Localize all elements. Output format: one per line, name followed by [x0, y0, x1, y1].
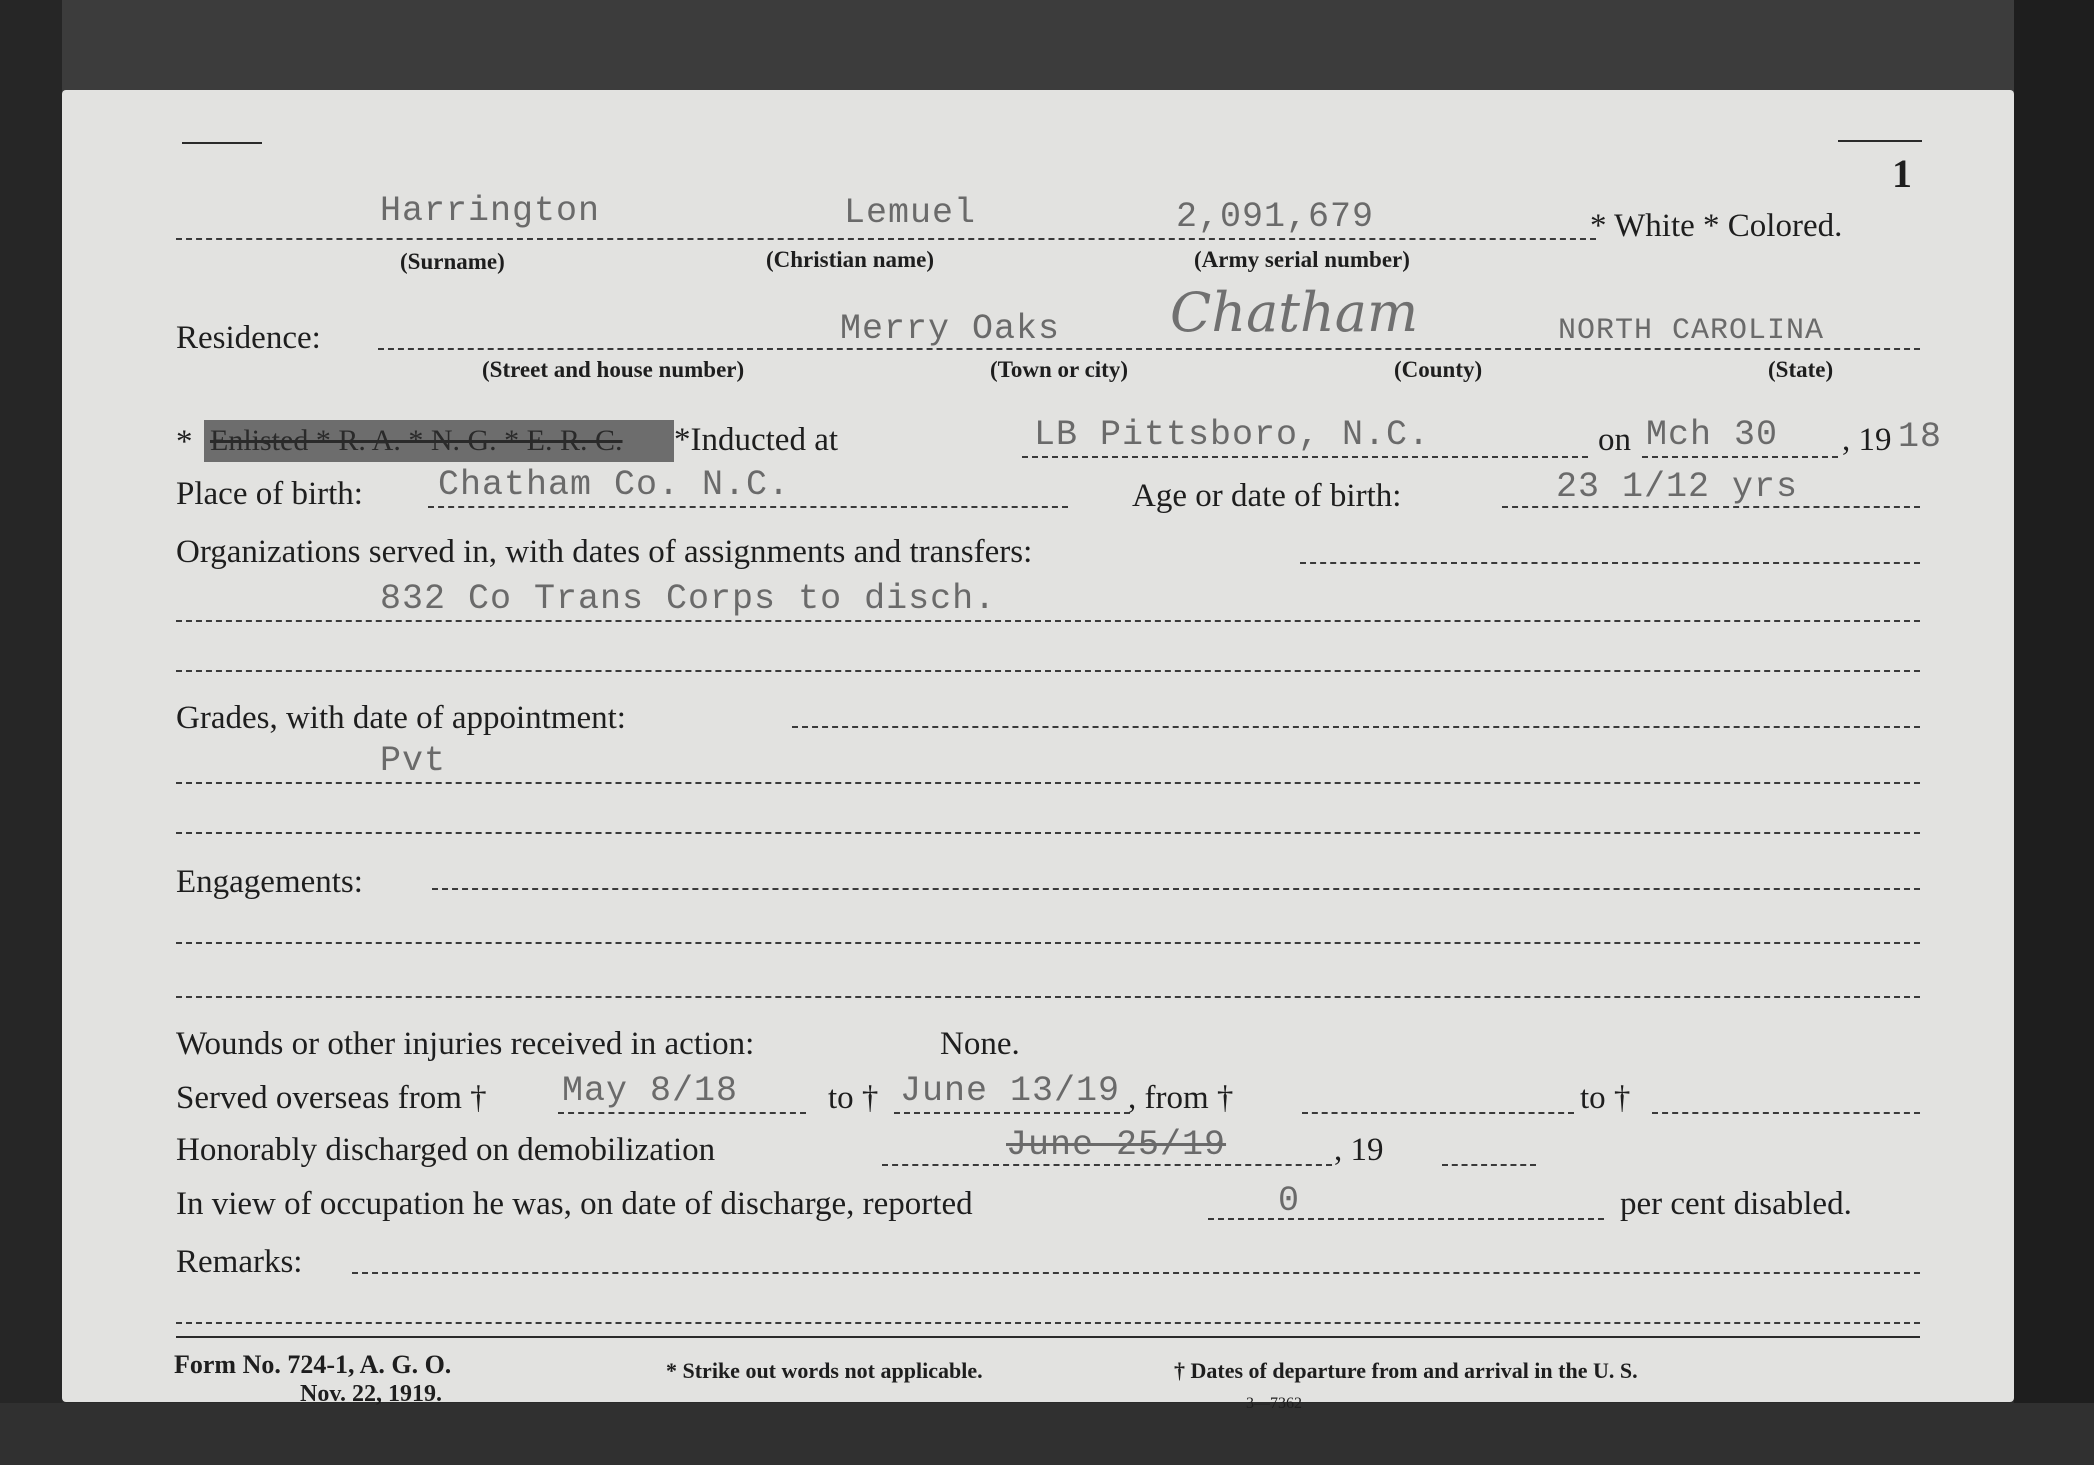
organizations-line-1	[1300, 562, 1920, 564]
overseas-from-value: May 8/18	[562, 1071, 739, 1111]
overseas-from2-line	[1302, 1112, 1574, 1114]
surname-value: Harrington	[380, 191, 601, 231]
occupation-label: In view of occupation he was, on date of discharge, reported	[176, 1186, 973, 1222]
card-number: 1	[1892, 151, 1912, 196]
remarks-line-2	[176, 1322, 1920, 1324]
county-label: (County)	[1394, 357, 1483, 382]
age-line	[1502, 506, 1920, 508]
surname-label: (Surname)	[400, 249, 505, 274]
organizations-line-3	[176, 670, 1920, 672]
place-of-birth-line	[428, 506, 1068, 508]
residence-line	[378, 348, 1920, 350]
inducted-at-label: *Inducted at	[674, 422, 839, 458]
enlist-options: Enlisted * R. A. * N. G. * E. R. C.	[210, 424, 623, 457]
inducted-year-value: 18	[1898, 417, 1943, 457]
served-overseas-label: Served overseas from †	[176, 1080, 487, 1116]
enlist-asterisk: *	[176, 424, 193, 460]
inducted-on-label: on	[1598, 422, 1631, 458]
remarks-label: Remarks:	[176, 1244, 303, 1280]
serial-number-label: (Army serial number)	[1194, 247, 1410, 272]
inducted-at-line	[1022, 456, 1588, 458]
service-record-card	[62, 90, 2014, 1412]
overseas-to2-line	[1652, 1112, 1920, 1114]
top-left-rule	[182, 142, 262, 144]
race-options: * White * Colored.	[1590, 208, 1843, 244]
grades-line-1	[792, 726, 1920, 728]
grades-value: Pvt	[380, 741, 447, 781]
form-number: Form No. 724-1, A. G. O.	[174, 1350, 452, 1379]
dates-note: † Dates of departure from and arrival in the U. S.	[1174, 1358, 1638, 1383]
place-of-birth-value: Chatham Co. N.C.	[438, 465, 791, 505]
street-label: (Street and house number)	[482, 357, 745, 382]
residence-label: Residence:	[176, 320, 321, 356]
scan-background-left	[0, 0, 62, 1465]
inducted-at-value: LB Pittsboro, N.C.	[1034, 415, 1431, 455]
disabled-percent-line	[1208, 1218, 1604, 1220]
discharged-label: Honorably discharged on demobilization	[176, 1132, 716, 1168]
scan-background-right	[2014, 0, 2094, 1465]
top-right-rule	[1838, 140, 1922, 142]
serial-number-value: 2,091,679	[1176, 197, 1375, 237]
engagements-line-1	[432, 888, 1920, 890]
discharge-date-value: June 25/19	[1006, 1125, 1227, 1165]
scan-background-bottom	[0, 1403, 2094, 1465]
overseas-to2-label: to †	[1580, 1080, 1631, 1116]
overseas-to-value: June 13/19	[900, 1071, 1121, 1111]
footer-rule	[176, 1336, 1920, 1338]
grades-label: Grades, with date of appointment:	[176, 700, 626, 736]
form-date: Nov. 22, 1919.	[300, 1381, 443, 1407]
inducted-on-value: Mch 30	[1646, 415, 1779, 455]
grades-line-2	[176, 782, 1920, 784]
disabled-percent-value: 0	[1278, 1181, 1301, 1221]
name-line	[176, 238, 1596, 240]
inducted-year-prefix: , 19	[1842, 422, 1892, 458]
overseas-to-label: to †	[828, 1080, 879, 1116]
strike-note: * Strike out words not applicable.	[666, 1358, 983, 1383]
overseas-from2-label: , from †	[1128, 1080, 1234, 1116]
age-label: Age or date of birth:	[1132, 478, 1402, 514]
christian-name-value: Lemuel	[844, 193, 977, 233]
organizations-line-2	[176, 620, 1920, 622]
christian-name-label: (Christian name)	[766, 247, 935, 272]
inducted-on-line	[1642, 456, 1838, 458]
wounds-label: Wounds or other injuries received in action:	[176, 1026, 755, 1062]
residence-state-value: NORTH CAROLINA	[1558, 314, 1825, 348]
organizations-value: 832 Co Trans Corps to disch.	[380, 579, 997, 619]
grades-line-3	[176, 832, 1920, 834]
engagements-line-3	[176, 996, 1920, 998]
state-label: (State)	[1768, 357, 1834, 382]
remarks-line-1	[352, 1272, 1920, 1274]
organizations-label: Organizations served in, with dates of assignments and transfers:	[176, 534, 1033, 570]
overseas-to-line	[894, 1112, 1130, 1114]
scan-background-top	[0, 0, 2094, 92]
discharge-year-line	[1442, 1164, 1536, 1166]
disabled-label: per cent disabled.	[1620, 1186, 1852, 1222]
overseas-from-line	[558, 1112, 806, 1114]
age-value: 23 1/12 yrs	[1556, 467, 1799, 507]
wounds-value: None.	[940, 1026, 1020, 1062]
residence-county-value: Chatham	[1170, 281, 1419, 344]
engagements-line-2	[176, 942, 1920, 944]
print-code: 3—7362	[1246, 1395, 1302, 1412]
discharge-year-prefix: , 19	[1334, 1132, 1384, 1168]
engagements-label: Engagements:	[176, 864, 363, 900]
residence-town-value: Merry Oaks	[840, 309, 1061, 349]
town-label: (Town or city)	[990, 357, 1128, 382]
place-of-birth-label: Place of birth:	[176, 476, 363, 512]
discharge-date-line	[882, 1164, 1332, 1166]
